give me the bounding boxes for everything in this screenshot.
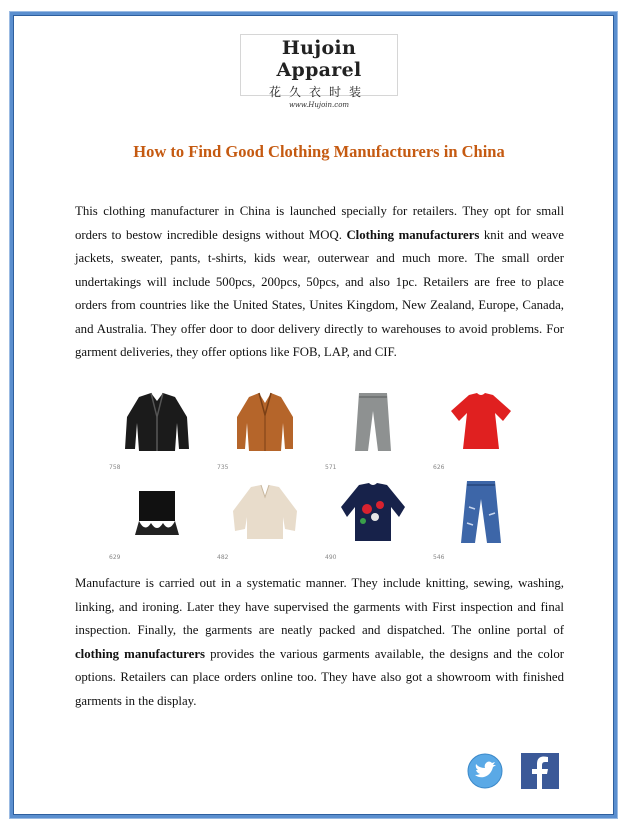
leather-jacket-icon bbox=[109, 387, 205, 457]
floral-sweater-icon bbox=[325, 477, 421, 547]
facebook-icon[interactable] bbox=[520, 752, 560, 790]
item-count: 626 bbox=[433, 464, 445, 471]
item-count: 571 bbox=[325, 464, 337, 471]
item-count: 758 bbox=[109, 464, 121, 471]
item-count: 735 bbox=[217, 464, 229, 471]
logo-name: Hujoin Apparel bbox=[276, 37, 362, 81]
garment-item[interactable] bbox=[427, 385, 535, 473]
garment-item[interactable] bbox=[103, 385, 211, 473]
garment-item[interactable] bbox=[319, 475, 427, 563]
brand-logo bbox=[240, 34, 398, 109]
red-top-icon bbox=[433, 387, 529, 457]
twitter-icon[interactable] bbox=[465, 752, 505, 790]
garment-item[interactable] bbox=[211, 475, 319, 563]
item-count: 546 bbox=[433, 554, 445, 561]
pants-icon bbox=[325, 387, 421, 457]
garment-gallery bbox=[103, 385, 535, 565]
garment-item[interactable] bbox=[103, 475, 211, 563]
intro-text-1: This clothing manufacturer in China is launched specially for retailers. They opt for small orders to bestow incredible designs without MOQ. bbox=[75, 204, 564, 242]
intro-paragraph bbox=[75, 200, 564, 365]
clothing-manufacturers-link-1[interactable]: Clothing manufacturers bbox=[346, 227, 480, 242]
suede-jacket-icon bbox=[217, 387, 313, 457]
item-count: 629 bbox=[109, 554, 121, 561]
item-count: 490 bbox=[325, 554, 337, 561]
article-title: How to Find Good Clothing Manufacturers in China bbox=[133, 142, 505, 161]
clothing-manufacturers-link-2[interactable]: clothing manufacturers bbox=[75, 646, 205, 661]
garment-item[interactable] bbox=[319, 385, 427, 473]
process-text-2: provides the various garments available, the designs and the color options. Retailers can place orders online too. They have also got a showroom with finished garments in the display. bbox=[75, 646, 564, 708]
process-paragraph bbox=[75, 572, 564, 713]
skirt-icon bbox=[109, 477, 205, 547]
jeans-icon bbox=[433, 477, 529, 547]
logo-chinese-name: 花久衣时装 bbox=[268, 85, 369, 99]
sweater-icon bbox=[217, 477, 313, 547]
logo-url: www.Hujoin.com bbox=[288, 101, 350, 109]
item-count: 482 bbox=[217, 554, 229, 561]
garment-item[interactable] bbox=[211, 385, 319, 473]
intro-text-2: knit and weave jackets, sweater, pants, t-shirts, kids wear, outerwear and much more. The small order undertakings will include 500pcs, 200pcs, 50pcs, and also 1pc. Retailers are free to place orders from countries like the United States, Unites Kingdom, New Zealand, Europe, Canada, and Australia. They offer door to door delivery directly to warehouses to avoid problems. For garment deliveries, they offer options like FOB, LAP, and CIF. bbox=[75, 227, 564, 359]
garment-item[interactable] bbox=[427, 475, 535, 563]
process-text-1: Manufacture is carried out in a systematic manner. They include knitting, sewing, washing, linking, and ironing. Later they have supervised the garments with First inspection and final inspection. Finally, the garments are neatly packed and dispatched. The online portal of bbox=[75, 576, 564, 637]
